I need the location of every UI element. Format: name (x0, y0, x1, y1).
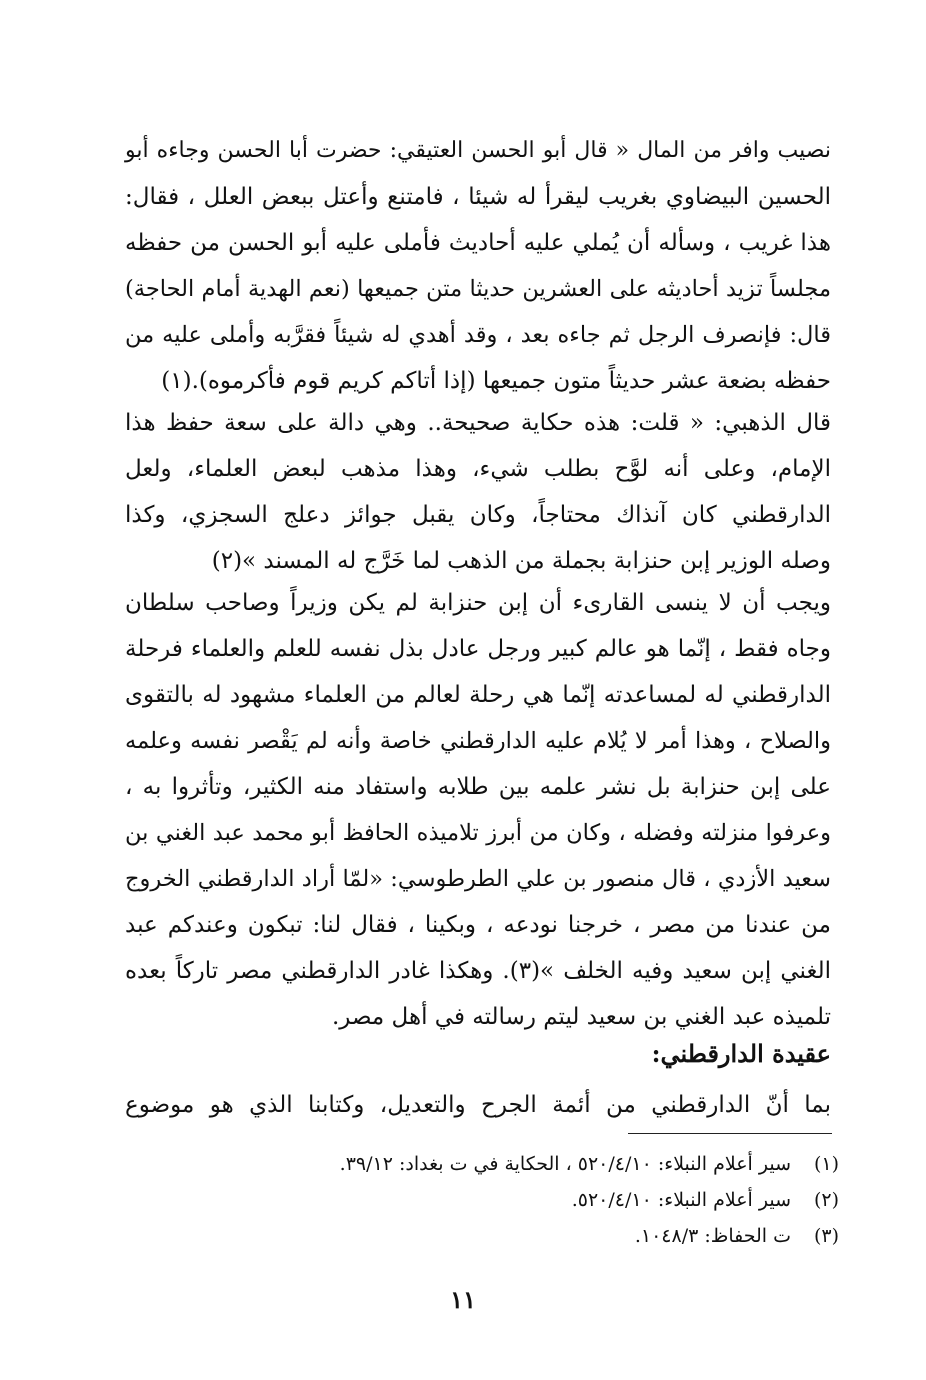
footnote-text: ت الحفاظ: ١٠٤٨/٣. (634, 1225, 791, 1247)
text-line: قال الذهبي: « قلت: هذه حكاية صحيحة.. وهي دالة على سعة حفظ هذا (125, 410, 831, 436)
text-line: الحسين البيضاوي بغريب ليقرأ له شيئا ، فامتنع وأعتل ببعض العلل ، فقال: (125, 184, 831, 210)
text-line: ويجب أن لا ينسى القارىء أن إبن حنزابة لم يكن وزيراً وصاحب سلطان (125, 590, 831, 616)
footnote (125, 1182, 839, 1218)
page-number: ١١ (450, 1285, 476, 1314)
footnote-text: سير أعلام النبلاء: ٥٢٠/٤/١٠. (571, 1189, 791, 1211)
text-line: وصله الوزير إبن حنزابة بجملة من الذهب لما خَرَّج له المسند »(٢) (211, 548, 831, 574)
paragraph-3 (125, 580, 831, 1040)
footnote-number: (٣) (813, 1225, 839, 1247)
text-line: وجاه فقط ، إنّما هو عالم كبير ورجل عادل بذل نفسه للعلم والعلماء فرحلة (125, 636, 831, 662)
text-line: هذا غريب ، وسأله أن يُملي عليه أحاديث فأملى عليه أبو الحسن من حفظه (125, 230, 831, 256)
footnote-number: (٢) (813, 1189, 839, 1211)
text-line: سعيد الأزدي ، قال منصور بن علي الطرطوسي: «لمّا أراد الدارقطني الخروج (125, 866, 831, 892)
footnote (125, 1146, 839, 1182)
text-line: الدارقطني له لمساعدته إنّما هي رحلة لعالم من العلماء مشهود له بالتقوى (125, 682, 831, 708)
text-line: بما أنّ الدارقطني من أئمة الجرح والتعديل، وكتابنا الذي هو موضوع (125, 1092, 831, 1118)
footnote-separator (628, 1133, 832, 1134)
text-line: مجلساً تزيد أحاديثه على العشرين حديثا متن جميعها (نعم الهدية أمام الحاجة) (125, 276, 831, 302)
text-line: الغني إبن سعيد وفيه الخلف »(٣). وهكذا غادر الدارقطني مصر تاركاً بعده (125, 958, 831, 984)
text-line: تلميذه عبد الغني بن سعيد ليتم رسالته في أهل مصر. (331, 1004, 831, 1030)
text-line: الإمام، وعلى أنه لوَّح بطلب شيء، وهذا مذهب لبعض العلماء، ولعل (125, 456, 831, 482)
text-line: والصلاح ، وهذا أمر لا يُلام عليه الدارقطني خاصة وأنه لم يَقْصر نفسه وعلمه (125, 728, 831, 754)
section-heading: عقيدة الدارقطني: (651, 1039, 831, 1068)
footnotes (125, 1146, 839, 1254)
text-line: قال: فإنصرف الرجل ثم جاءه بعد ، وقد أهدي له شيئاً فقرَّبه وأملى عليه من (125, 322, 831, 348)
text-line: وعرفوا منزلته وفضله ، وكان من أبرز تلاميذه الحافظ أبو محمد عبد الغني بن (125, 820, 831, 846)
footnote-number: (١) (813, 1153, 839, 1175)
text-line: حفظه بضعة عشر حديثاً متون جميعها (إذا أتاكم كريم قوم فأكرموه).(١) (161, 368, 831, 394)
footnote (125, 1218, 839, 1254)
paragraph-2 (125, 400, 831, 584)
paragraph-1 (125, 128, 831, 404)
paragraph-4 (125, 1082, 831, 1128)
text-line: على إبن حنزابة بل نشر علمه بين طلابه واستفاد منه الكثير، وتأثروا به ، (125, 774, 831, 800)
text-line: الدارقطني كان آنذاك محتاجاً، وكان يقبل جوائز دعلج السجزي، وكذا (125, 502, 831, 528)
footnote-text: سير أعلام النبلاء: ٥٢٠/٤/١٠ ، الحكاية في ت بغداد: ٣٩/١٢. (339, 1153, 791, 1175)
text-line: من عندنا من مصر ، خرجنا نودعه ، وبكينا ، فقال لنا: تبكون وعندكم عبد (125, 912, 831, 938)
text-line: نصيب وافر من المال « قال أبو الحسن العتيقي: حضرت أبا الحسن وجاءه أبو (125, 138, 831, 163)
